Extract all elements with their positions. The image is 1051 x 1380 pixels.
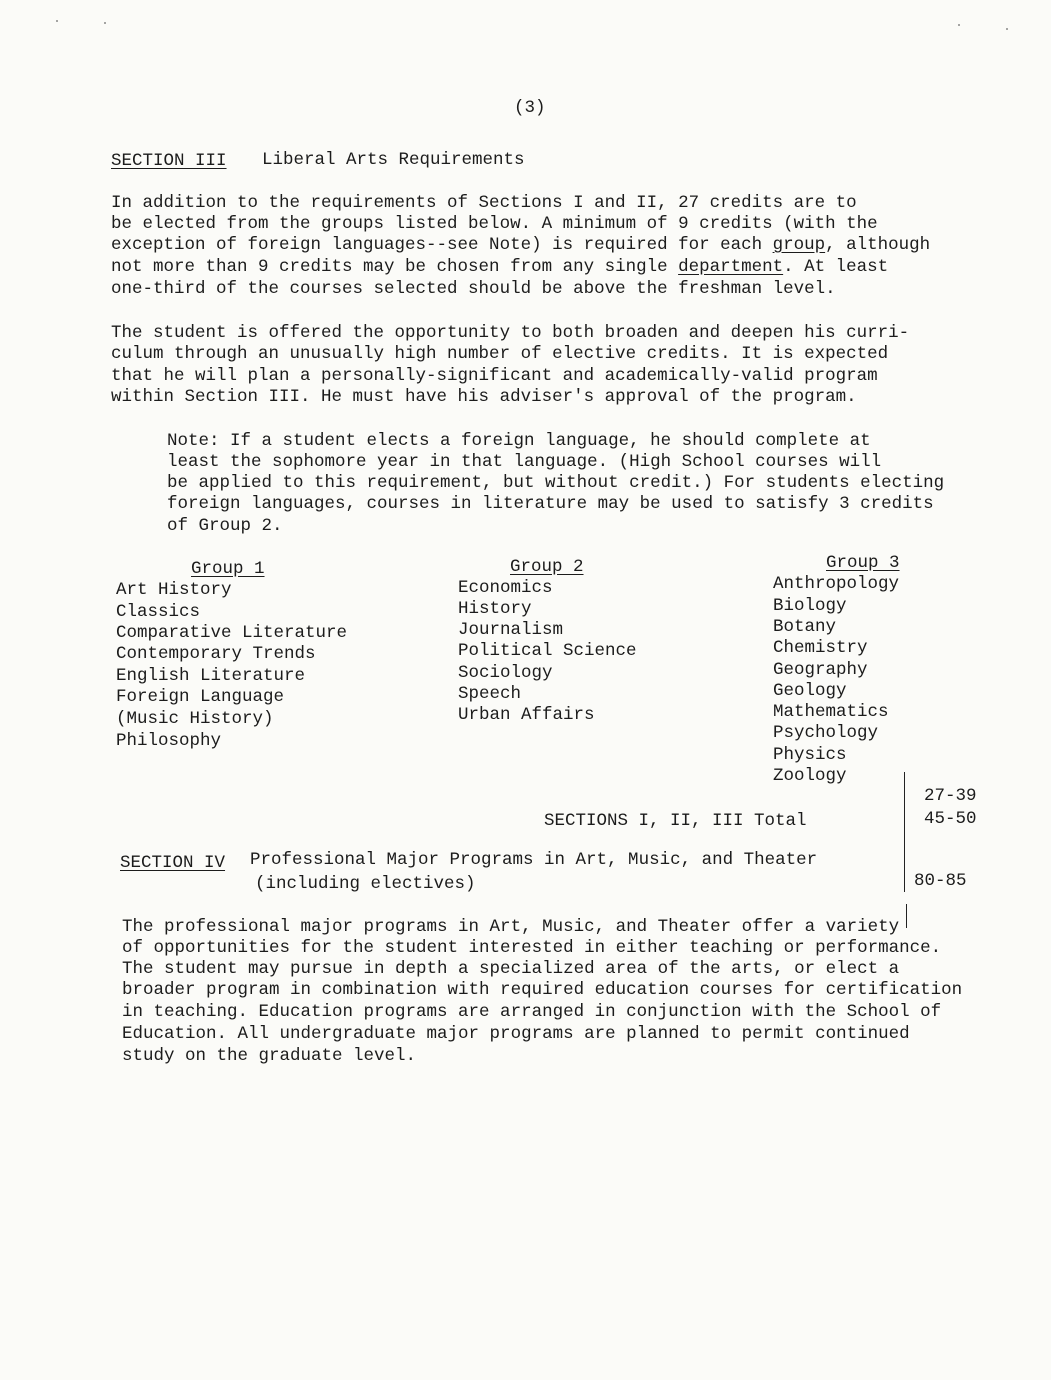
credits-rule xyxy=(904,772,905,892)
section-4-subtitle: (including electives) xyxy=(255,874,476,894)
credits-rule-tail xyxy=(906,904,907,928)
note-line: Note: If a student elects a foreign language, he should complete at xyxy=(167,431,871,451)
group-2-item: Economics xyxy=(458,578,553,598)
para2-line: The student is offered the opportunity to both broaden and deepen his curri- xyxy=(111,323,910,343)
group-3-item: Chemistry xyxy=(773,638,868,658)
note-line: foreign languages, courses in literature may be used to satisfy 3 credits xyxy=(167,494,934,514)
group-1-item: Contemporary Trends xyxy=(116,644,316,664)
para1-line: one-third of the courses selected should be above the freshman level. xyxy=(111,279,836,299)
group-2-item: History xyxy=(458,599,532,619)
group-2-item: Sociology xyxy=(458,663,553,683)
group-3-heading: Group 3 xyxy=(826,553,900,573)
para1-line: not more than 9 credits may be chosen from any single department. At least xyxy=(111,257,889,277)
section-4-para-line: in teaching. Education programs are arranged in conjunction with the School of xyxy=(122,1002,942,1022)
section-4-para-line: of opportunities for the student interested in either teaching or performance. xyxy=(122,938,942,958)
para2-line: within Section III. He must have his adviser's approval of the program. xyxy=(111,387,857,407)
group-1-item: Comparative Literature xyxy=(116,623,348,643)
note-line: of Group 2. xyxy=(167,516,283,536)
group-3-item: Physics xyxy=(773,745,847,765)
para1-line: In addition to the requirements of Sections I and II, 27 credits are to xyxy=(111,193,857,213)
group-1-item: Classics xyxy=(116,602,201,622)
section-4-para-line: study on the graduate level. xyxy=(122,1046,417,1066)
section-4-para-line: The student may pursue in depth a specialized area of the arts, or elect a xyxy=(122,959,900,979)
section-4-title: Professional Major Programs in Art, Music, and Theater xyxy=(250,850,818,870)
group-1-heading: Group 1 xyxy=(191,559,265,579)
group-word: group xyxy=(772,235,826,255)
group-3-item: Zoology xyxy=(773,766,847,786)
group-1-item: Foreign Language xyxy=(116,687,285,707)
total-credits: 45-50 xyxy=(924,809,977,829)
group-2-item: Urban Affairs xyxy=(458,705,595,725)
section-3-title: Liberal Arts Requirements xyxy=(262,150,525,170)
section-3-label: SECTION III xyxy=(111,151,227,171)
para2-line: that he will plan a personally-significant and academically-valid program xyxy=(111,366,878,386)
section-4-para-line: Education. All undergraduate major programs are planned to permit continued xyxy=(122,1024,910,1044)
group-1-item: English Literature xyxy=(116,666,306,686)
section-3-credits: 27-39 xyxy=(924,786,977,806)
scan-speck xyxy=(1006,28,1008,30)
group-3-item: Psychology xyxy=(773,723,879,743)
page-number: (3) xyxy=(514,98,546,118)
group-1-item: Art History xyxy=(116,580,232,600)
note-line: least the sophomore year in that language. (High School courses will xyxy=(167,452,882,472)
para1-line: exception of foreign languages--see Note) is required for each group, although xyxy=(111,235,931,255)
scan-speck xyxy=(958,24,960,26)
group-2-heading: Group 2 xyxy=(510,557,584,577)
scan-speck xyxy=(104,22,106,24)
group-3-item: Botany xyxy=(773,617,837,637)
section-4-para-line: broader program in combination with required education courses for certification xyxy=(122,980,963,1000)
group-3-item: Biology xyxy=(773,596,847,616)
group-3-item: Geography xyxy=(773,660,868,680)
group-3-item: Geology xyxy=(773,681,847,701)
section-4-para-line: The professional major programs in Art, Music, and Theater offer a variety xyxy=(122,917,900,937)
sections-total-label: SECTIONS I, II, III Total xyxy=(544,811,807,831)
scan-speck xyxy=(56,20,58,22)
group-3-item: Mathematics xyxy=(773,702,889,722)
para2-line: culum through an unusually high number of elective credits. It is expected xyxy=(111,344,889,364)
department-word: department xyxy=(678,257,784,277)
group-1-item: Philosophy xyxy=(116,731,222,751)
group-3-item: Anthropology xyxy=(773,574,900,594)
note-line: be applied to this requirement, but without credit.) For students electing xyxy=(167,473,945,493)
group-2-item: Political Science xyxy=(458,641,637,661)
para1-line: be elected from the groups listed below. A minimum of 9 credits (with the xyxy=(111,214,878,234)
group-2-item: Speech xyxy=(458,684,522,704)
group-1-item: (Music History) xyxy=(116,709,274,729)
group-2-item: Journalism xyxy=(458,620,564,640)
section-4-label: SECTION IV xyxy=(120,853,226,873)
section-4-credits: 80-85 xyxy=(914,871,967,891)
